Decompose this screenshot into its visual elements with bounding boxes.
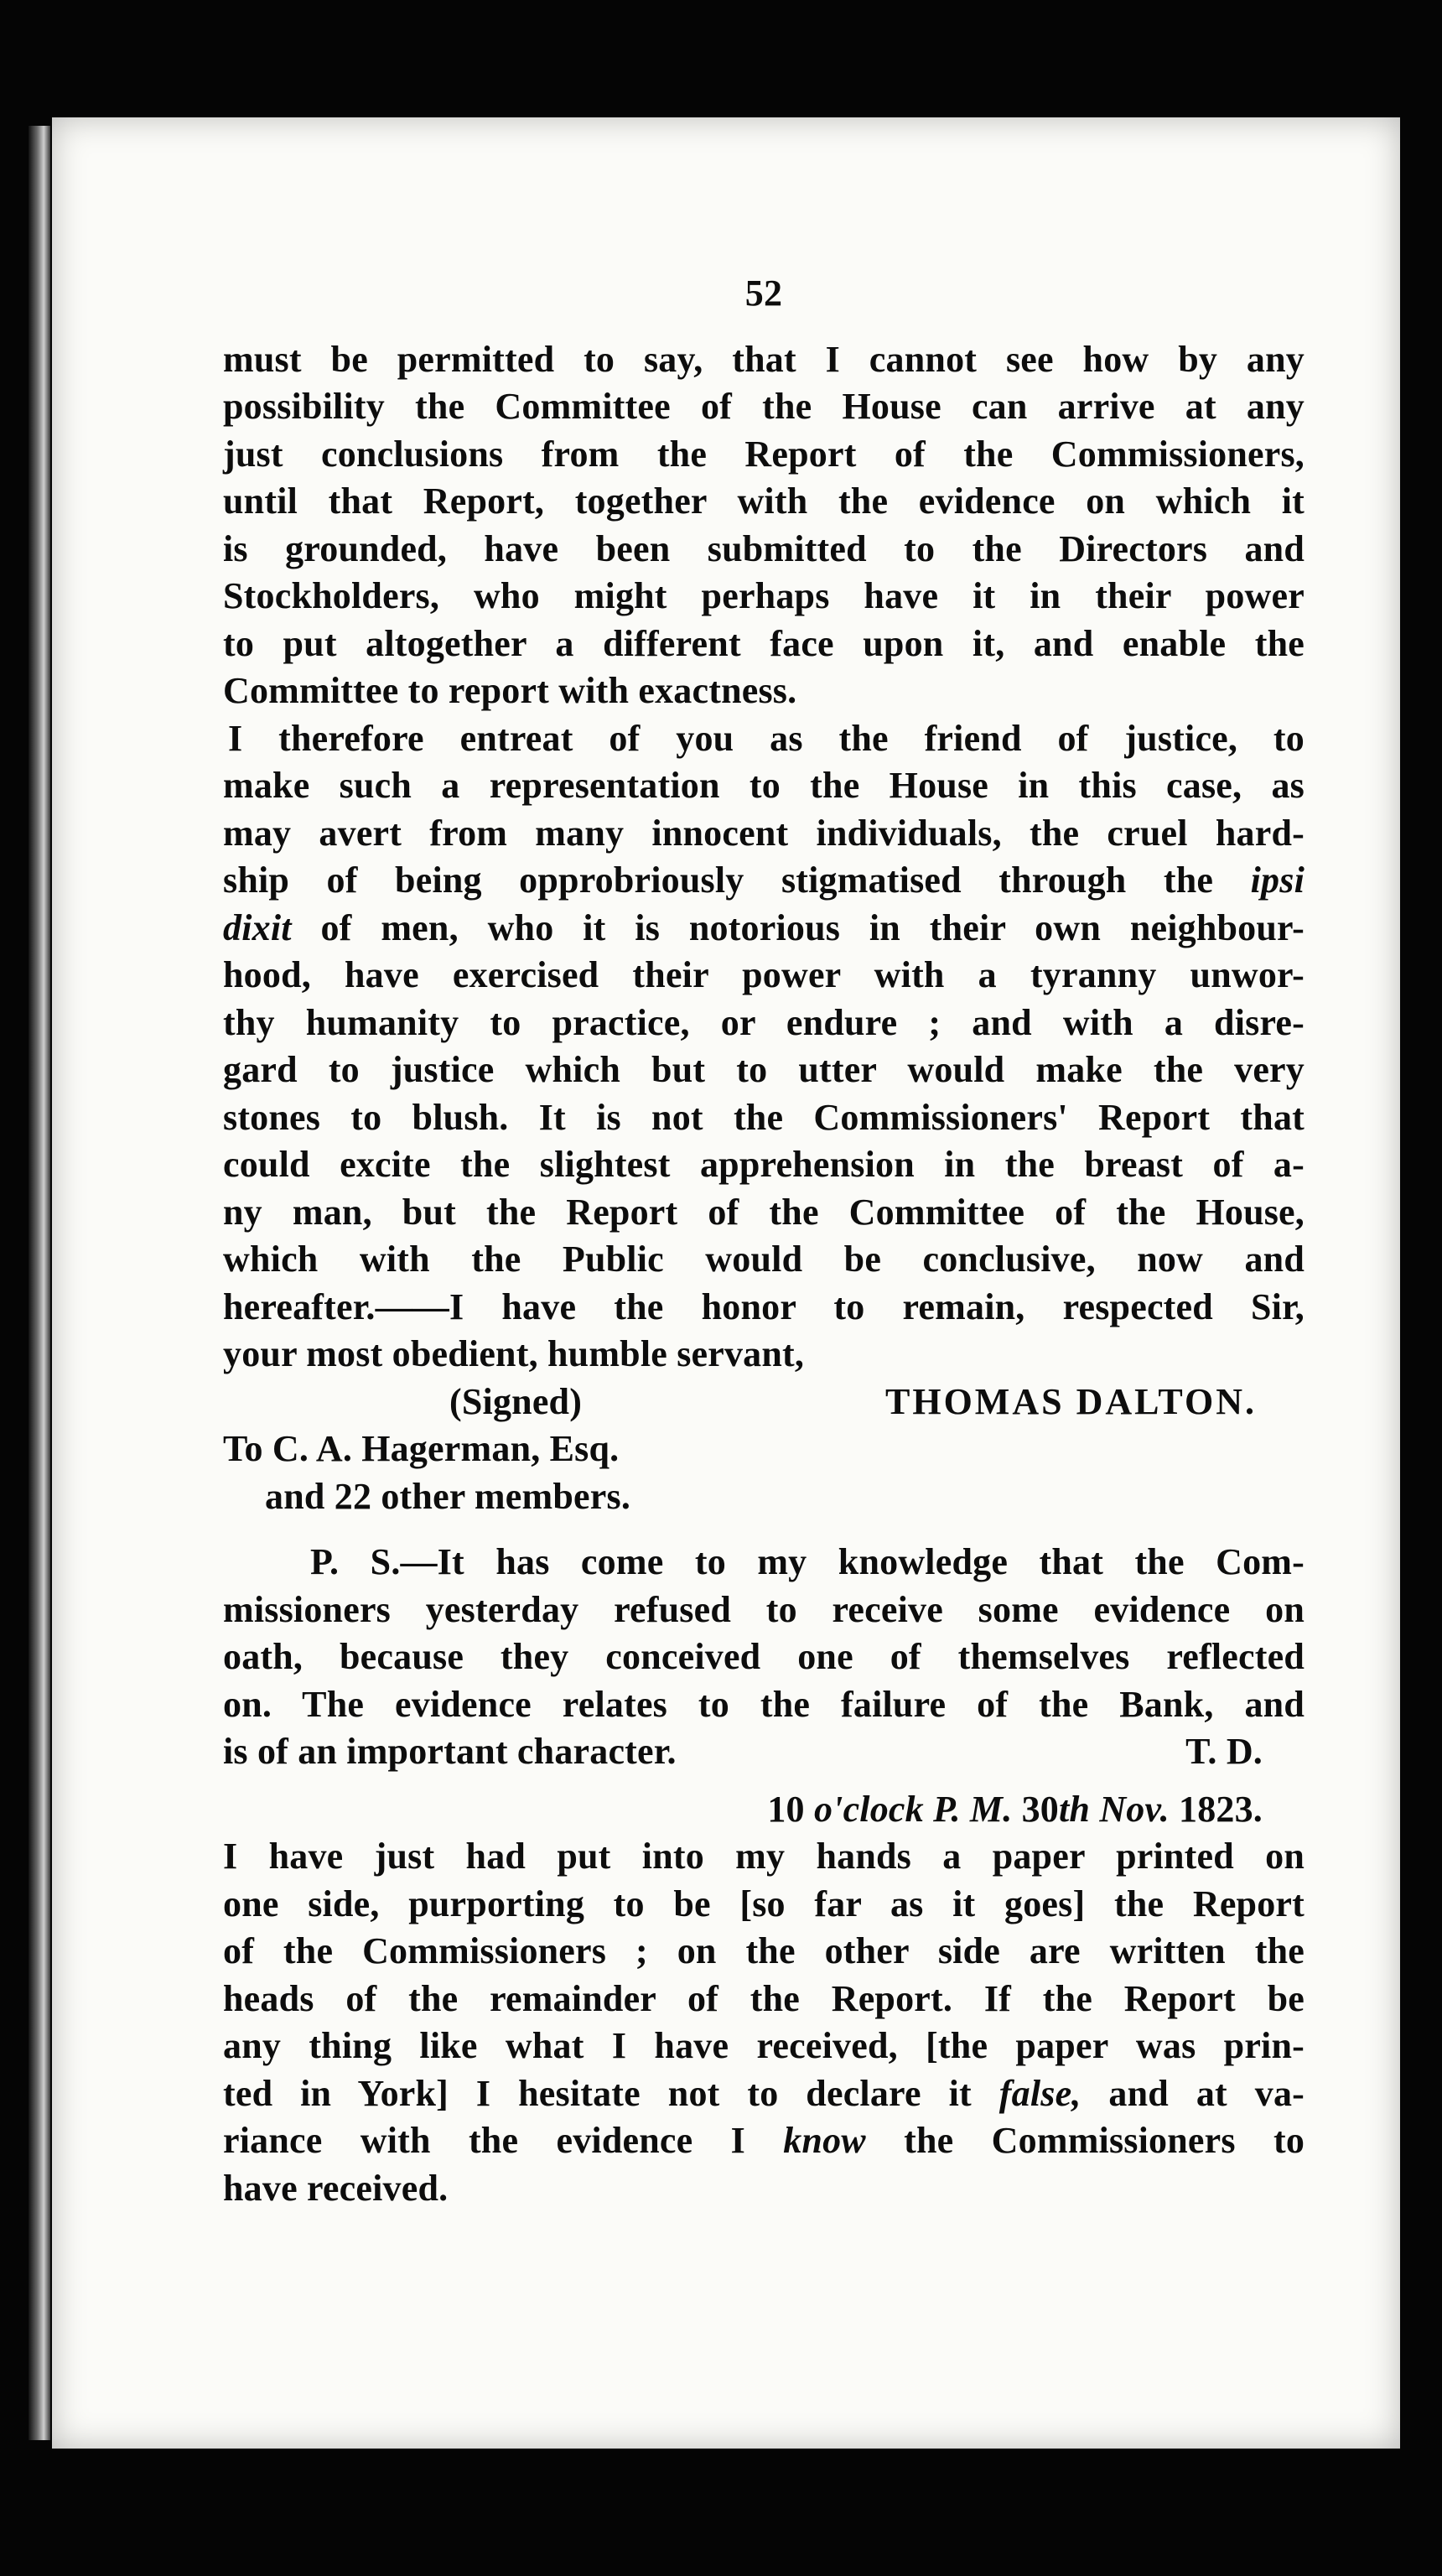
text-line: any thing like what I have received, [the paper was prin- <box>223 2025 1305 2066</box>
text-line: on. The evidence relates to the failure of the Bank, and <box>223 1683 1305 1725</box>
text-line <box>223 905 1305 953</box>
text-line: I have just had put into my hands a paper printed on <box>223 1836 1305 1877</box>
text-line: have received. <box>223 2167 449 2209</box>
dateline <box>223 1786 1305 1834</box>
text-line: Committee to report with exactness. <box>223 670 797 711</box>
text-line: Stockholders, who might perhaps have it in their power <box>223 575 1305 616</box>
paragraph-1 <box>223 336 1305 715</box>
text-segment: is of an important character. <box>223 1731 677 1772</box>
text-line: must be permitted to say, that I cannot see how by any <box>223 338 1305 380</box>
postscript-label: P. S. <box>310 1541 401 1582</box>
text-line: may avert from many innocent individuals, the cruel hard- <box>223 812 1305 854</box>
text-line: oath, because they conceived one of themselves reflected <box>223 1636 1305 1677</box>
text-line: hereafter.——I have the honor to remain, respected Sir, <box>223 1285 1305 1327</box>
italic-phrase: dixit <box>223 906 292 948</box>
paragraph-2 <box>223 715 1305 1379</box>
date-ordinal: th <box>1059 1788 1091 1830</box>
text-line <box>223 1539 1305 1587</box>
date-day: 30 <box>1021 1788 1059 1830</box>
text-line: until that Report, together with the evidence on which it <box>223 480 1305 522</box>
text-line <box>223 1728 1305 1776</box>
text-line: gard to justice which but to utter would make the very <box>223 1049 1305 1090</box>
text-segment: riance with the evidence I <box>223 2120 745 2161</box>
text-line: hood, have exercised their power with a tyranny unwor- <box>223 954 1305 995</box>
signer-name: THOMAS DALTON. <box>885 1380 1257 1422</box>
text-segment: —It has come to my knowledge that the Com- <box>400 1541 1305 1582</box>
signature-block <box>223 1379 1305 1521</box>
text-line: which with the Public would be conclusive, now and <box>223 1239 1305 1280</box>
text-line: I therefore entreat of you as the friend of justice, to <box>228 717 1305 759</box>
page-text <box>223 273 1305 2212</box>
paragraph-3 <box>223 1833 1305 2212</box>
addressee-line: To C. A. Hagerman, Esq. <box>223 1428 620 1469</box>
text-segment: and at va- <box>1108 2072 1305 2114</box>
italic-phrase: know <box>783 2120 866 2161</box>
text-line: could excite the slightest apprehension in the breast of a- <box>223 1144 1305 1185</box>
addressee-line: and 22 other members. <box>265 1475 631 1517</box>
text-line: heads of the remainder of the Report. If the Report be <box>223 1977 1305 2019</box>
signature-line <box>223 1379 1305 1426</box>
date-month: Nov. <box>1099 1788 1170 1830</box>
italic-phrase: ipsi <box>1250 860 1305 901</box>
text-line: to put altogether a different face upon it, and enable the <box>223 622 1305 664</box>
book-page-edge <box>29 126 50 2440</box>
text-line: ny man, but the Report of the Committee of the House, <box>223 1191 1305 1233</box>
page-number: 52 <box>744 273 783 314</box>
text-line: thy humanity to practice, or endure ; and with a disre- <box>223 1001 1305 1043</box>
text-line: of the Commissioners ; on the other side are written the <box>223 1930 1305 1971</box>
date-hour: 10 <box>767 1788 805 1830</box>
text-line: stones to blush. It is not the Commissioners' Report that <box>223 1096 1305 1138</box>
italic-phrase: false, <box>999 2072 1082 2114</box>
text-segment: of men, who it is notorious in their own neighbour- <box>320 906 1305 948</box>
text-line: possibility the Committee of the House can arrive at any <box>223 386 1305 427</box>
date-oclock: o'clock P. M. <box>813 1788 1013 1830</box>
text-segment: ship of being opprobriously stigmatised through the <box>223 860 1214 901</box>
text-line <box>223 2070 1305 2118</box>
text-line: your most obedient, humble servant, <box>223 1333 805 1374</box>
postscript-initials: T. D. <box>1185 1731 1263 1772</box>
text-line: is grounded, have been submitted to the Directors and <box>223 527 1305 569</box>
signed-label: (Signed) <box>449 1380 583 1422</box>
text-segment: ted in York] I hesitate not to declare it <box>223 2072 972 2114</box>
text-line <box>223 2117 1305 2165</box>
text-line: one side, purporting to be [so far as it goes] the Report <box>223 1883 1305 1924</box>
date-year: 1823. <box>1179 1788 1263 1830</box>
text-segment: the Commissioners to <box>904 2120 1305 2161</box>
text-line: just conclusions from the Report of the Commissioners, <box>223 433 1305 475</box>
text-line <box>223 857 1305 905</box>
postscript <box>223 1539 1305 1776</box>
text-line: make such a representation to the House in this case, as <box>223 765 1305 806</box>
text-line: missioners yesterday refused to receive some evidence on <box>223 1588 1305 1630</box>
